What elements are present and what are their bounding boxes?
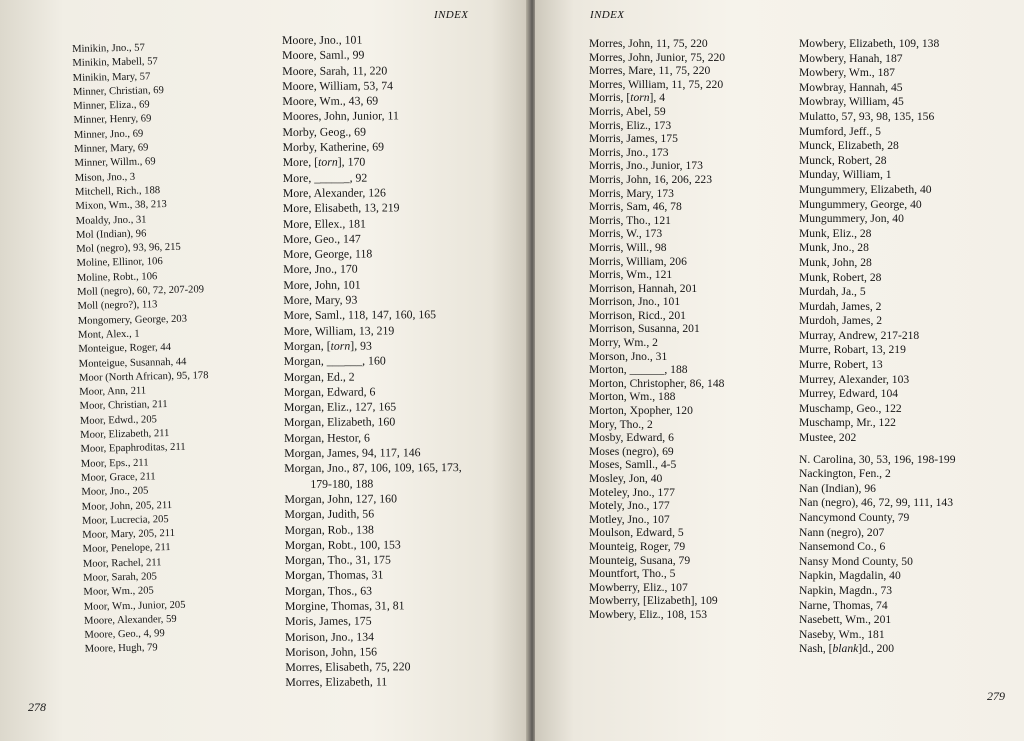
index-entry: Moor, Epaphroditas, 211 <box>80 442 186 456</box>
index-entry: Morgine, Thomas, 31, 81 <box>284 598 405 613</box>
index-entry: Morton, Christopher, 86, 148 <box>589 376 725 390</box>
index-entry: Morton, Xpopher, 120 <box>589 404 693 418</box>
index-entry: Moore, Jno., 101 <box>282 32 363 47</box>
index-entry: Narne, Thomas, 74 <box>799 598 888 612</box>
index-entry: N. Carolina, 30, 53, 196, 198-199 <box>799 452 956 466</box>
index-entry: Moll (negro?), 113 <box>77 299 158 313</box>
index-entry: Minner, Henry, 69 <box>73 113 152 127</box>
index-entry: Moor, Rachel, 211 <box>82 556 162 570</box>
index-entry: Morris, W., 173 <box>589 227 663 241</box>
index-entry: Mongomery, George, 203 <box>77 313 188 327</box>
index-entry: Moor, Wm., 205 <box>83 585 154 599</box>
index-entry: Morby, Katherine, 69 <box>282 139 385 155</box>
index-entry: Moor, Penelope, 211 <box>82 542 171 556</box>
index-entry: Nansy Mond County, 50 <box>799 554 913 568</box>
index-entry: Mulatto, 57, 93, 98, 135, 156 <box>799 109 935 123</box>
index-entry: Morris, Abel, 59 <box>589 104 666 118</box>
index-entry: Mowbray, Hannah, 45 <box>799 80 903 94</box>
index-entry: Murdoh, James, 2 <box>799 314 883 328</box>
index-entry: Mixon, Wm., 38, 213 <box>75 199 167 213</box>
index-entry: Moore, William, 53, 74 <box>282 78 394 93</box>
index-entry: More, Ellex., 181 <box>282 216 366 231</box>
index-entry: More, George, 118 <box>283 246 373 262</box>
index-entry: Nancymond County, 79 <box>799 510 910 524</box>
index-entry: Monteigue, Susannah, 44 <box>78 356 187 370</box>
index-entry: Moulson, Edward, 5 <box>589 526 684 540</box>
index-entry: Morry, Wm., 2 <box>589 336 658 350</box>
index-entry: Morgan, John, 127, 160 <box>284 491 397 506</box>
index-entry: Moline, Robt., 106 <box>76 271 158 284</box>
index-entry: Mumford, Jeff., 5 <box>799 124 881 138</box>
index-entry: Munk, Robert, 28 <box>799 270 882 284</box>
index-entry: Morres, John, 11, 75, 220 <box>589 37 708 50</box>
left-running-head: INDEX <box>434 9 469 21</box>
index-entry: Morris, [torn], 4 <box>589 91 666 105</box>
index-entry: Morgan, Ed., 2 <box>283 369 355 384</box>
index-entry: More, Elisabeth, 13, 219 <box>282 200 400 216</box>
index-entry: Moaldy, Jno., 31 <box>75 214 147 227</box>
index-entry: Morris, Will., 98 <box>589 240 667 254</box>
index-entry: Morton, Wm., 188 <box>589 390 676 404</box>
right-page <box>535 0 1024 741</box>
index-entry: Muschamp, Geo., 122 <box>799 401 902 415</box>
index-entry: Murray, Andrew, 217-218 <box>799 328 920 342</box>
index-entry: Morgan, Jno., 87, 106, 109, 165, 173, <box>284 460 462 476</box>
index-entry: Morres, John, Junior, 75, 220 <box>589 50 726 64</box>
index-entry: Mungummery, Elizabeth, 40 <box>799 182 932 196</box>
index-entry <box>799 446 956 453</box>
index-entry: Mowbery, Hanah, 187 <box>799 51 903 65</box>
index-entry: More, ______, 92 <box>282 170 368 185</box>
index-entry: Morgan, Rob., 138 <box>284 522 374 537</box>
index-entry: Motely, Jno., 177 <box>589 499 670 513</box>
index-entry: Moore, Geo., 4, 99 <box>84 628 165 642</box>
index-entry: Mungummery, George, 40 <box>799 197 922 211</box>
index-entry: Mont, Alex., 1 <box>78 328 140 341</box>
index-entry: More, William, 13, 219 <box>283 323 395 338</box>
index-entry: Morgan, Hestor, 6 <box>284 430 370 445</box>
index-entry: Moor, Ann, 211 <box>79 385 147 399</box>
index-entry: Morrison, Jno., 101 <box>589 295 681 309</box>
index-entry: Murrey, Edward, 104 <box>799 387 899 401</box>
index-entry: Moores, John, Junior, 11 <box>282 108 399 124</box>
index-entry: Morres, Elizabeth, 11 <box>285 674 388 690</box>
index-entry: Morris, Jno., 173 <box>589 145 669 159</box>
index-entry: Nasebett, Wm., 201 <box>799 613 892 627</box>
index-entry: Napkin, Magdalin, 40 <box>799 569 901 583</box>
index-entry: Naseby, Wm., 181 <box>799 627 885 641</box>
left-page-number: 278 <box>28 700 46 714</box>
index-entry: Moline, Ellinor, 106 <box>76 256 163 270</box>
index-entry: More, Alexander, 126 <box>282 185 386 200</box>
index-entry: Mountfort, Tho., 5 <box>589 567 676 581</box>
index-entry: Mol (negro), 93, 96, 215 <box>76 241 181 256</box>
index-entry: Moteley, Jno., 177 <box>589 485 675 499</box>
index-entry: More, Geo., 147 <box>283 231 361 246</box>
index-entry: More, Mary, 93 <box>283 292 358 308</box>
index-entry: Moore, Wm., 43, 69 <box>282 93 379 109</box>
index-entry: Morgan, ______, 160 <box>283 353 386 369</box>
index-entry: Mol (Indian), 96 <box>75 228 147 241</box>
index-entry: More, John, 101 <box>283 277 361 292</box>
index-entry: Morgan, Eliz., 127, 165 <box>283 399 397 415</box>
index-entry: Minikin, Mabell, 57 <box>72 56 158 70</box>
index-entry: Morres, Mare, 11, 75, 220 <box>589 64 711 78</box>
index-entry: Monteigue, Roger, 44 <box>78 342 172 356</box>
index-entry: Mison, Jno., 3 <box>74 171 136 184</box>
index-entry: Moor, Sarah, 205 <box>83 571 158 584</box>
index-entry: Moor, John, 205, 211 <box>81 499 173 513</box>
index-entry: Morris, James, 175 <box>589 132 678 146</box>
index-entry: Morris, Jno., Junior, 173 <box>589 159 703 173</box>
index-entry: Morrison, Susanna, 201 <box>589 322 700 336</box>
index-entry: Morris, Sam, 46, 78 <box>589 200 682 214</box>
index-entry: Morby, Geog., 69 <box>282 124 367 139</box>
index-entry: Munk, Eliz., 28 <box>799 226 872 240</box>
index-entry: Morris, William, 206 <box>589 254 687 268</box>
index-entry: Murdah, Ja., 5 <box>799 285 866 299</box>
index-entry: Morgan, Robt., 100, 153 <box>284 537 401 552</box>
index-entry: Morris, Eliz., 173 <box>589 118 672 132</box>
index-entry: Nansemond Co., 6 <box>799 540 886 554</box>
index-entry: Morgan, Elizabeth, 160 <box>284 414 396 430</box>
index-entry: Nan (Indian), 96 <box>799 481 876 495</box>
index-entry: Moor, Eps., 211 <box>80 457 149 470</box>
index-entry: More, [torn], 170 <box>282 154 366 170</box>
index-entry: Moll (negro), 60, 72, 207-209 <box>77 284 205 298</box>
index-entry: Mounteig, Roger, 79 <box>589 539 686 553</box>
index-entry: Munday, William, 1 <box>799 168 892 182</box>
index-entry: Moor, Lucrecia, 205 <box>81 513 169 527</box>
index-entry: More, Jno., 170 <box>283 262 358 277</box>
index-entry: Morison, John, 156 <box>285 644 378 659</box>
index-entry: Minner, Jno., 69 <box>73 128 144 141</box>
index-entry: Mowberry, [Elizabeth], 109 <box>589 594 718 608</box>
index-entry: Minner, Willm., 69 <box>74 156 156 170</box>
index-entry: Nann (negro), 207 <box>799 525 885 539</box>
index-entry: Munck, Robert, 28 <box>799 153 887 167</box>
index-entry: Munk, John, 28 <box>799 255 872 269</box>
index-entry: Mowbery, Elizabeth, 109, 138 <box>799 37 940 50</box>
index-entry: Morson, Jno., 31 <box>589 349 668 363</box>
index-entry: Morgan, Edward, 6 <box>283 384 376 399</box>
index-entry: Nackington, Fen., 2 <box>799 467 891 481</box>
index-entry: Moses (negro), 69 <box>589 444 674 458</box>
index-entry: Moor (North African), 95, 178 <box>78 370 209 384</box>
index-entry: Morrison, Ricd., 201 <box>589 308 686 322</box>
index-entry: 179-180, 188 <box>310 476 374 491</box>
index-entry: Morison, Jno., 134 <box>285 629 375 644</box>
index-entry: Morton, ______, 188 <box>589 363 688 377</box>
index-entry: Morrison, Hannah, 201 <box>589 281 698 295</box>
index-entry: Motley, Jno., 107 <box>589 512 670 526</box>
index-entry: Mowbery, Eliz., 108, 153 <box>589 607 708 621</box>
index-entry: Mowbery, Wm., 187 <box>799 66 895 80</box>
index-entry: Moor, Edwd., 205 <box>79 414 157 427</box>
left-index-column-1 <box>72 40 214 657</box>
index-entry: Moor, Grace, 211 <box>81 471 156 484</box>
index-entry: Minikin, Mary, 57 <box>72 70 151 84</box>
index-entry: Moor, Wm., Junior, 205 <box>83 599 186 613</box>
index-entry: Minner, Eliza., 69 <box>73 99 150 113</box>
index-entry: Morres, Elisabeth, 75, 220 <box>285 659 411 675</box>
index-entry: Moore, Sarah, 11, 220 <box>282 63 388 78</box>
right-index-column-1 <box>589 37 725 622</box>
index-entry: Morgan, Judith, 56 <box>284 506 375 522</box>
index-entry: Morgan, James, 94, 117, 146 <box>284 445 421 461</box>
index-entry: Moor, Elizabeth, 211 <box>80 428 170 441</box>
index-entry: Mosby, Edward, 6 <box>589 431 674 445</box>
right-index-column-2 <box>799 37 956 657</box>
index-entry: Napkin, Magdn., 73 <box>799 583 893 597</box>
index-entry: Moor, Mary, 205, 211 <box>82 528 176 541</box>
index-entry: Nan (negro), 46, 72, 99, 111, 143 <box>799 496 954 510</box>
index-entry: Minner, Christian, 69 <box>72 84 164 98</box>
index-entry: Mory, Tho., 2 <box>589 417 653 431</box>
index-entry: Moor, Christian, 211 <box>79 399 168 413</box>
index-entry: Murre, Robert, 13 <box>799 358 883 372</box>
index-entry: Mungummery, Jon, 40 <box>799 212 904 226</box>
index-entry: Moor, Jno., 205 <box>81 485 149 499</box>
index-entry: Muschamp, Mr., 122 <box>799 416 896 430</box>
index-entry: Mounteig, Susana, 79 <box>589 553 691 567</box>
index-entry: Murre, Robart, 13, 219 <box>799 343 906 357</box>
index-entry: Mowberry, Eliz., 107 <box>589 580 688 594</box>
index-entry: Morgan, Thos., 63 <box>284 583 373 598</box>
index-entry: Mosley, Jon, 40 <box>589 472 663 485</box>
left-index-column-2 <box>282 32 463 691</box>
right-running-head: INDEX <box>590 9 625 21</box>
index-entry: Morris, Mary, 173 <box>589 186 674 200</box>
index-entry: Minner, Mary, 69 <box>74 142 149 156</box>
index-entry: Morres, William, 11, 75, 220 <box>589 77 724 91</box>
right-page-number: 279 <box>987 689 1005 703</box>
index-entry: Nash, [blank]d., 200 <box>799 642 895 656</box>
index-entry: Moore, Saml., 99 <box>282 47 365 63</box>
index-entry: Murrey, Alexander, 103 <box>799 372 910 386</box>
index-entry: Morgan, Thomas, 31 <box>284 567 384 583</box>
index-entry: Murdah, James, 2 <box>799 299 882 313</box>
index-entry: Morris, John, 16, 206, 223 <box>589 172 713 186</box>
index-entry: Morris, Tho., 121 <box>589 213 671 227</box>
index-entry: Moris, James, 175 <box>285 613 372 629</box>
index-entry: Morris, Wm., 121 <box>589 268 673 282</box>
index-entry: Mitchell, Rich., 188 <box>75 185 161 198</box>
index-entry: Mustee, 202 <box>799 431 857 445</box>
index-entry: Munck, Elizabeth, 28 <box>799 139 899 153</box>
index-entry: Munk, Jno., 28 <box>799 241 869 255</box>
index-entry: Moses, Samll., 4-5 <box>589 458 677 472</box>
index-entry: Moore, Hugh, 79 <box>84 642 158 656</box>
index-entry: Mowbray, William, 45 <box>799 95 904 109</box>
index-entry: Morgan, Tho., 31, 175 <box>284 552 391 568</box>
index-entry: More, Saml., 118, 147, 160, 165 <box>283 307 437 323</box>
index-entry: Minikin, Jno., 57 <box>72 42 145 55</box>
index-entry: Morgan, [torn], 93 <box>283 338 372 353</box>
index-entry: Moore, Alexander, 59 <box>83 613 177 627</box>
